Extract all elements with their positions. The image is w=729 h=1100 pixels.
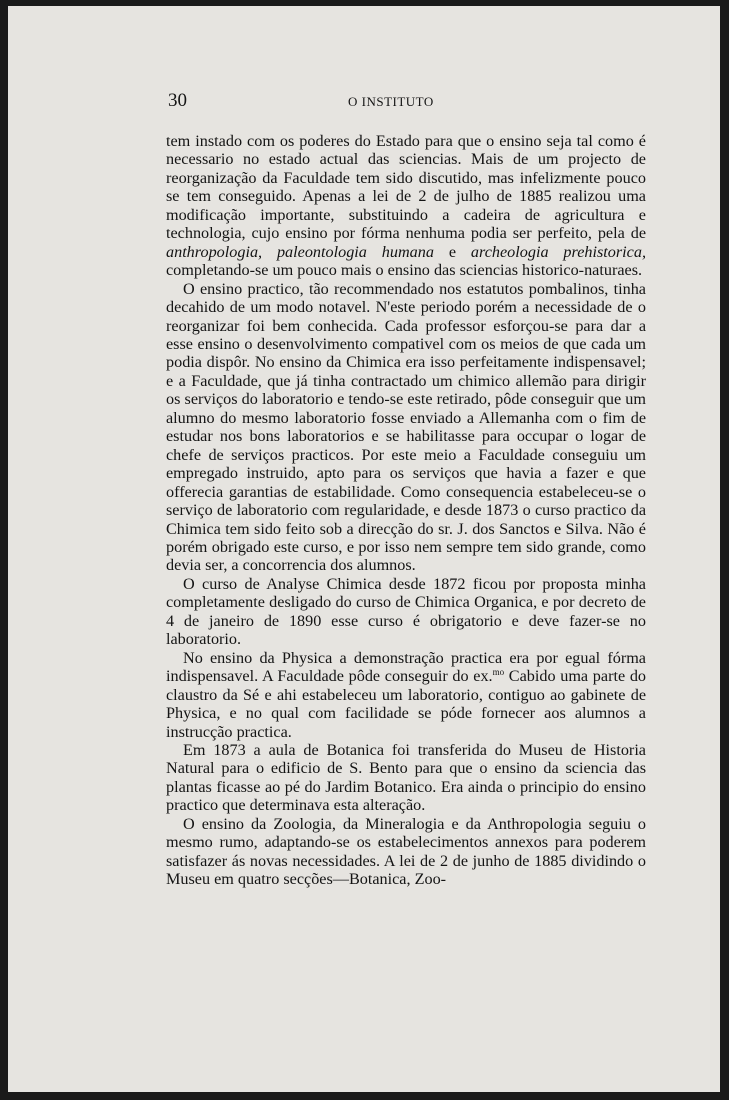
body-text (166, 132, 646, 889)
paragraph-5: Em 1873 a aula de Botanica foi transferida do Museu de Historia Natural para o edificio de S. Bento para que o ensino da sciencia das plantas ficasse ao pé do Jardim Botanico. Era ainda o principio do ensino practico que determinava esta alteração. (166, 740, 646, 815)
paragraph-1-italic-1: anthropologia, paleontologia humana (166, 242, 434, 261)
book-page (8, 6, 720, 1092)
page-header (168, 90, 648, 114)
paragraph-1 (166, 132, 646, 280)
paragraph-4-text-b: Cabido uma parte do claustro da Sé e ahi estabeleceu um laboratorio, contiguo ao gabinete de Physica, e no qual com facilidade se póde fornecer aos alumnos a instrucção practica. (166, 667, 647, 741)
superscript-mo: mo (492, 667, 505, 678)
paragraph-1-text-b: e (448, 242, 457, 261)
paragraph-4-text-a: No ensino da Physica a demonstração practica era por egual fórma indispensavel. A Faculdade pôde conseguir do ex. (166, 648, 646, 686)
paragraph-3: O curso de Analyse Chimica desde 1872 ficou por proposta minha completamente desligado do curso de Chimica Organica, e por decreto de 4 de janeiro de 1890 esse curso é obrigatorio e deve fazer-se no laboratorio. (166, 574, 646, 649)
paragraph-6: O ensino da Zoologia, da Mineralogia e da Anthropologia seguiu o mesmo rumo, adaptando-se os estabelecimentos annexos para poderem satisfazer ás novas necessidades. A lei de 2 de junho de 1885 dividindo o Museu em quatro secções—Botanica, Zoo- (166, 814, 646, 889)
running-title: O INSTITUTO (348, 94, 434, 109)
paragraph-1-text-c: completando-se um pouco mais o ensino das sciencias historico-naturaes. (166, 261, 643, 280)
paragraph-2: O ensino practico, tão recommendado nos estatutos pombalinos, tinha decahido de um modo notavel. N'este periodo porém a necessidade de o reorganizar foi bem conhecida. Cada professor esforçou-se para dar a esse ensino o desenvolvimento compativel com os meios de que cada um podia dispôr. No ensino da Chimica era isso perfeitamente indispensavel; e a Faculdade, que já tinha contractado um chimico allemão para dirigir os serviços do laboratorio e tendo-se este retirado, pôde conseguir que um alumno do mesmo laboratorio fosse enviado a Allemanha com o fim de estudar nos bons laboratorios e se habilitasse para occupar o logar de chefe de serviços practicos. Por este meio a Faculdade conseguiu um empregado instruido, apto para os serviços que havia a fazer e que offerecia garantias de estabilidade. Como consequencia estabeleceu-se o serviço de laboratorio com regularidade, e desde 1873 o curso practico da Chimica tem sido feito sob a direcção do sr. J. dos Sanctos e Silva. Não é porém obrigado este curso, e por isso nem sempre tem sido grande, como devia ser, a concorrencia dos alumnos. (166, 279, 646, 575)
paragraph-4 (166, 649, 646, 741)
paragraph-1-text-a: tem instado com os poderes do Estado para que o ensino seja tal como é necessario no estado actual das sciencias. Mais de um projecto de reorganização da Faculdade tem sido discutido, mas infelizmente pouco se tem conseguido. Apenas a lei de 2 de julho de 1885 realizou uma modificação importante, substituindo a cadeira de agricultura e technologia, cujo ensino por fórma nenhuma podia ser perfeito, pela de (166, 132, 646, 243)
paragraph-1-italic-2: archeologia prehistorica, (470, 242, 646, 261)
page-number: 30 (168, 90, 187, 111)
